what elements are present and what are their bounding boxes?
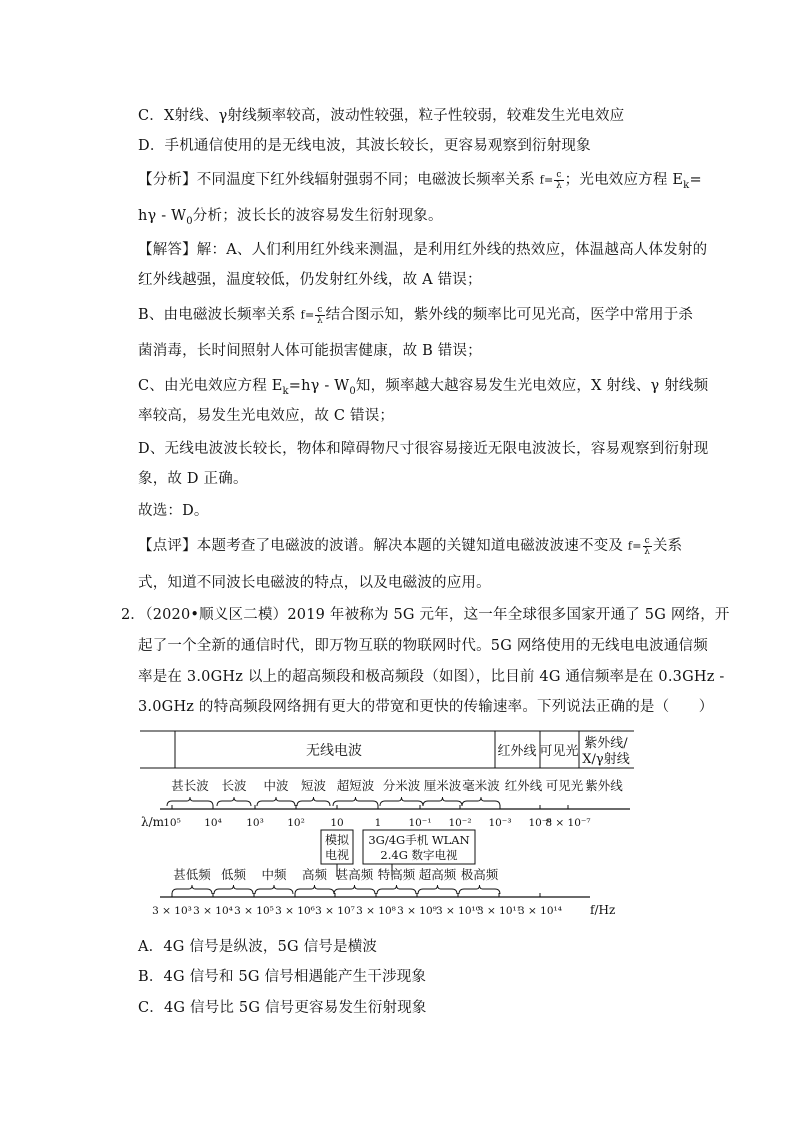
lambda-tick-label: 10⁻¹ <box>408 817 432 829</box>
wave-brace <box>380 797 423 806</box>
lambda-tick-label: 10⁵ <box>163 817 181 829</box>
question-line-2: 起了一个全新的通信时代，即万物互联的物联网时代。5G 网络使用的无线电电波通信频 <box>138 638 708 654</box>
answer-line-8: 象，故 D 正确。 <box>138 471 248 487</box>
wave-brace <box>333 797 378 806</box>
fraction-c-over-lambda: $\frac{c}{\lambda}$ <box>644 535 651 557</box>
question-number: 2． <box>121 607 145 623</box>
question-line-1: （2020•顺义区二模）2019 年被称为 5G 元年，这一年全球很多国家开通了 5G 网络，开 <box>138 607 730 623</box>
question-line-4: 3.0GHz 的特高频段网络拥有更大的带宽和更快的传输速率。下列说法正确的是（ ） <box>138 699 714 715</box>
freq-brace <box>334 885 375 894</box>
analog-tv-label-2: 电视 <box>324 848 350 862</box>
freq-name-label: 高频 <box>301 867 328 882</box>
freq-name-label: 甚低频 <box>173 867 211 882</box>
wave-name-label: 分米波 <box>382 778 421 793</box>
wave-brace <box>167 797 213 806</box>
answer-line-4: 菌消毒，长时间照射人体可能损害健康，故 B 错误； <box>138 343 482 359</box>
freq-name-label: 超高频 <box>418 867 457 882</box>
wave-name-label: 可见光 <box>545 778 584 793</box>
freq-brace <box>418 885 457 894</box>
answer-line-2: 红外线越强，温度较低，仍发射红外线，故 A 错误； <box>138 272 482 288</box>
freq-tick-label: 3 × 10⁹ <box>397 905 437 917</box>
freq-name-label: 低频 <box>220 867 247 882</box>
wavelength-axis-label: λ/m <box>141 815 165 829</box>
question-line-3: 率是在 3.0GHz 以上的超高频段和极高频段（如图），比目前 4G 通信频率是在 0.3GHz - <box>138 669 725 685</box>
freq-name-label: 甚高频 <box>335 867 374 882</box>
freq-brace <box>377 885 416 894</box>
option-c-prev: C．X射线、γ射线频率较高，波动性较强，粒子性较弱，较难发生光电效应 <box>138 108 625 124</box>
band-label-visible: 可见光 <box>539 744 579 759</box>
lambda-tick-label: 1 <box>374 817 382 829</box>
freq-tick-label: 3 × 10¹¹ <box>477 905 521 917</box>
lambda-tick-label: 10³ <box>246 817 264 829</box>
freq-name-label: 极高频 <box>460 867 499 882</box>
band-label-infrared: 红外线 <box>497 744 537 759</box>
answer-line-1: 【解答】解：A、人们利用红外线来测温，是利用红外线的热效应，体温越高人体发射的 <box>138 242 708 258</box>
wave-name-label: 甚长波 <box>171 778 209 793</box>
freq-brace <box>255 885 293 894</box>
freq-tick-label: 3 × 10⁸ <box>356 905 396 917</box>
freq-tick-label: 3 × 10⁷ <box>315 905 355 917</box>
band-label-radio: 无线电波 <box>306 743 362 759</box>
answer-line-7: D、无线电波波长较长，物体和障碍物尺寸很容易接近无限电波波长，容易观察到衍射现 <box>138 441 709 457</box>
analog-tv-label-1: 模拟 <box>324 833 350 847</box>
freq-tick-label: 3 × 10¹⁰ <box>436 905 480 917</box>
lambda-tick-label: 10² <box>287 817 305 829</box>
lambda-tick-label: 10⁻⁶ <box>528 817 552 829</box>
lambda-tick-label: 10 <box>330 817 344 829</box>
analysis-text-2: ；光电效应方程 E <box>564 172 684 188</box>
comment-line-2: 式，知道不同波长电磁波的特点，以及电磁波的应用。 <box>138 575 491 591</box>
lambda-tick-label: 8 × 10⁻⁷ <box>545 817 591 829</box>
freq-tick-label: 3 × 10⁶ <box>275 905 315 917</box>
wave-name-label: 中波 <box>263 778 289 793</box>
wave-name-label: 红外线 <box>504 778 543 793</box>
wave-brace <box>462 797 500 806</box>
lambda-tick-label: 10⁻³ <box>488 817 512 829</box>
frequency-axis-label: f/Hz <box>590 903 616 917</box>
wave-brace <box>217 797 251 806</box>
band-label-uv: 紫外线/ <box>584 736 628 751</box>
wave-name-label: 紫外线 <box>585 778 623 793</box>
wave-name-label: 短波 <box>300 778 327 793</box>
wave-brace <box>257 797 295 806</box>
freq-tick-label: 3 × 10³ <box>152 905 192 917</box>
freq-tick-label: 3 × 10⁴ <box>193 905 233 917</box>
analysis-line-1: 【分析】不同温度下红外线辐射强弱不同；电磁波长频率关系 f= $\frac{c}{\lambda}$ ；光电效应方程 $E_k=$ <box>138 169 702 191</box>
mobile-wlan-label-1: 3G/4G手机 WLAN <box>368 833 470 847</box>
formula-f: f= <box>539 173 554 187</box>
answer-line-3: B、由电磁波长频率关系 f= $\frac{c}{\lambda}$ 结合图示知，紫外线的频率比可见光高，医学中常用于杀 <box>138 304 694 326</box>
wave-name-label: 长波 <box>221 778 247 793</box>
analysis-text: 【分析】不同温度下红外线辐射强弱不同；电磁波长频率关系 <box>138 172 535 188</box>
lambda-tick-label: 10⁴ <box>204 817 222 829</box>
answer-line-6: 率较高，易发生光电效应，故 C 错误； <box>138 408 395 424</box>
freq-tick-label: 3 × 10¹⁴ <box>518 905 562 917</box>
freq-brace <box>214 885 253 894</box>
answer-line-5: C、由光电效应方程 $E_k=h\gamma - W_0$知，频率越大越容易发生光电效应，X 射线、γ 射线频 <box>138 378 709 397</box>
freq-name-label: 中频 <box>261 867 287 882</box>
option-a: A．4G 信号是纵波，5G 信号是横波 <box>138 939 378 955</box>
freq-brace <box>459 885 500 894</box>
wave-name-label: 毫米波 <box>462 778 500 793</box>
choice-line: 故选：D。 <box>138 503 209 519</box>
option-b: B．4G 信号和 5G 信号相遇能产生干涉现象 <box>138 969 427 985</box>
analysis-line-2: hγ - $W_0$分析；波长长的波容易发生衍射现象。 <box>138 208 443 227</box>
lambda-tick-label: 10⁻² <box>448 817 472 829</box>
option-c: C．4G 信号比 5G 信号更容易发生衍射现象 <box>138 1000 427 1016</box>
wave-name-label: 超短波 <box>336 778 375 793</box>
mobile-wlan-label-2: 2.4G 数字电视 <box>380 848 458 862</box>
freq-tick-label: 3 × 10⁵ <box>234 905 274 917</box>
wave-name-label: 厘米波 <box>423 778 462 793</box>
band-label-xgamma: X/γ射线 <box>582 752 630 767</box>
spectrum-figure <box>0 725 794 925</box>
comment-line-1: 【点评】本题考查了电磁波的波谱。解决本题的关键知道电磁波波速不变及 f= $\frac{c}{\lambda}$ 关系 <box>138 535 683 557</box>
fraction-c-over-lambda: $\frac{c}{\lambda}$ <box>556 169 562 191</box>
wave-brace <box>423 797 462 806</box>
freq-name-label: 特高频 <box>377 867 416 882</box>
option-d-prev: D．手机通信使用的是无线电波，其波长较长，更容易观察到衍射现象 <box>138 138 591 154</box>
freq-brace <box>295 885 334 894</box>
freq-brace <box>172 885 212 894</box>
wave-brace <box>297 797 330 806</box>
fraction-c-over-lambda: $\frac{c}{\lambda}$ <box>317 304 323 326</box>
